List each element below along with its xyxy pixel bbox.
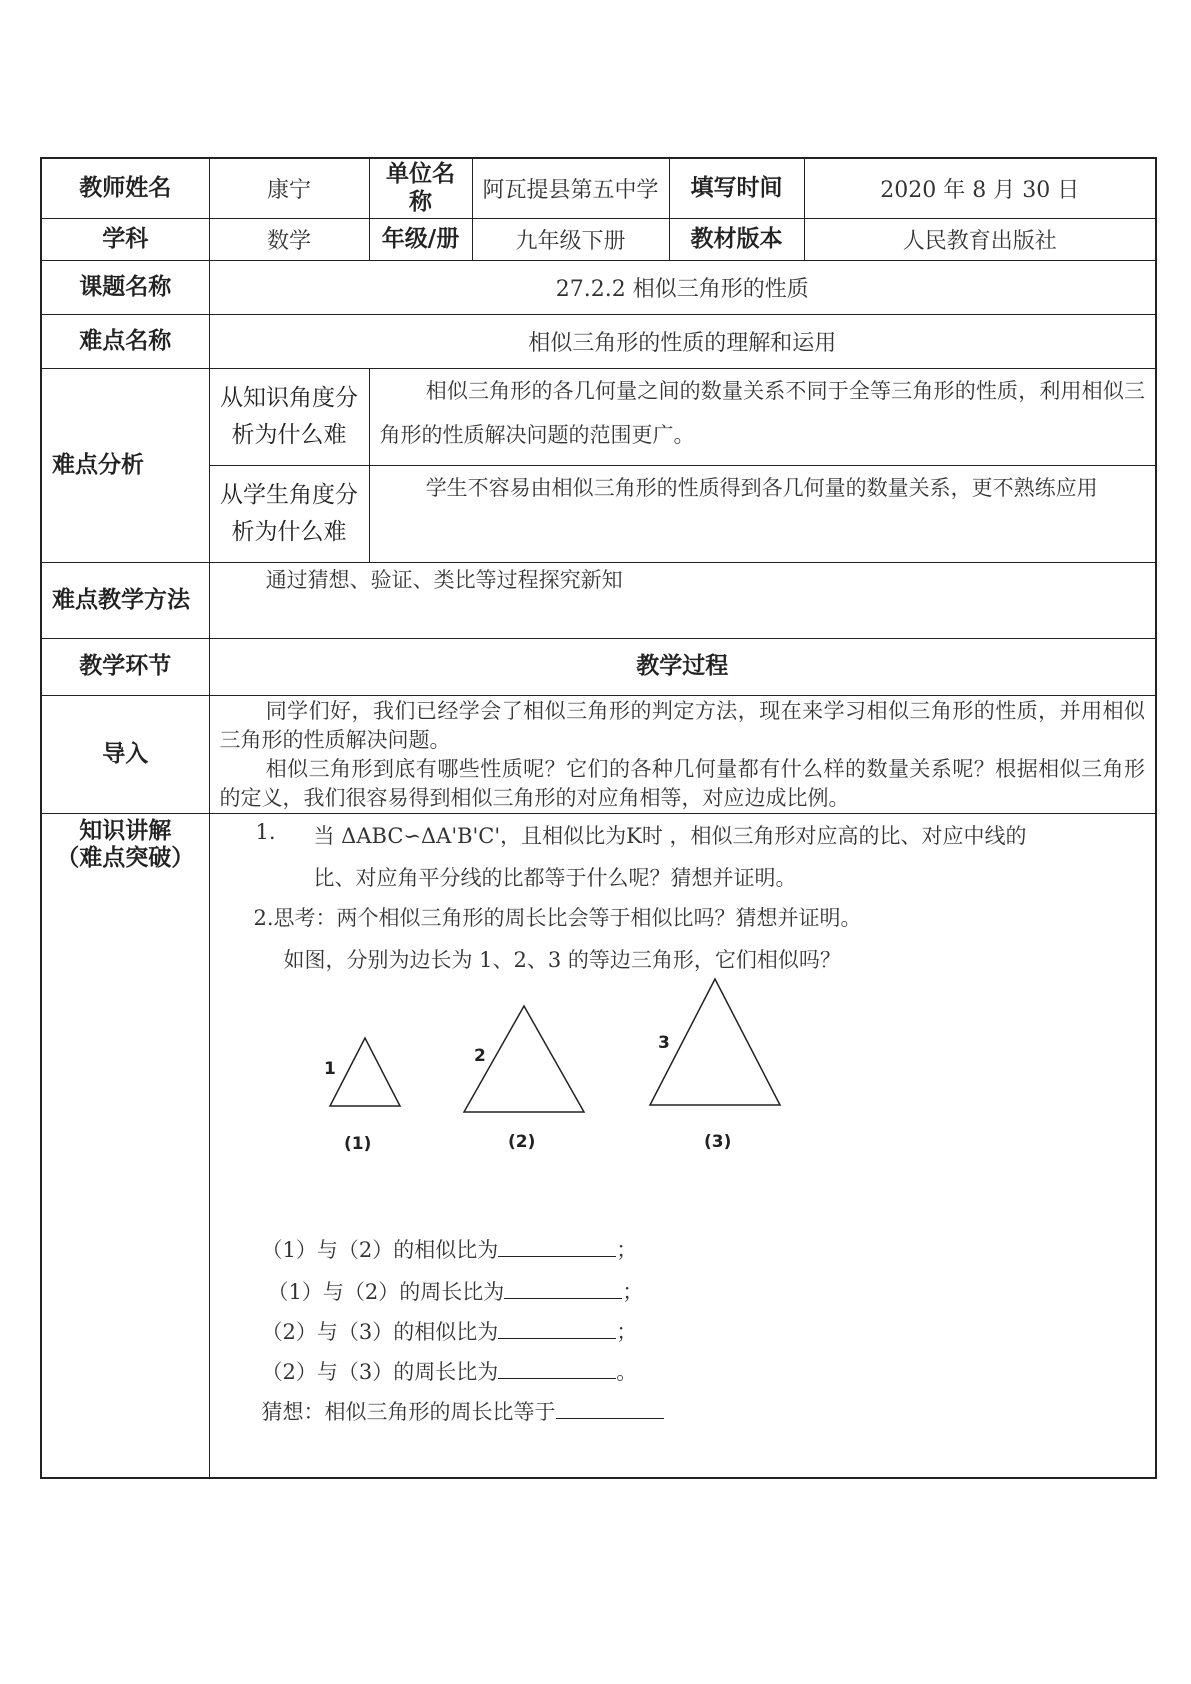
grade-label: 年级/册	[369, 218, 472, 260]
intro-paragraph-2: 相似三角形到底有哪些性质呢？它们的各种几何量都有什么样的数量关系呢？根据相似三角形的定义，我们很容易得到相似三角形的对应角相等，对应边成比例。	[219, 756, 1145, 810]
intro-label: 导入	[41, 695, 209, 813]
triangle-2-side-label: 2	[473, 1045, 486, 1066]
method-cell	[209, 562, 1156, 638]
triangle-3-side-label: 3	[657, 1032, 670, 1053]
knowledge-label-line1: 知识讲解	[79, 817, 172, 844]
student-angle-cell	[369, 465, 1156, 562]
fill-line-3-blank[interactable]	[498, 1316, 616, 1339]
analysis-label: 难点分析	[41, 368, 209, 562]
teacher-value: 康宁	[209, 158, 369, 218]
difficulty-label: 难点名称	[41, 314, 209, 368]
teacher-label: 教师姓名	[41, 158, 209, 218]
intro-paragraph-1: 同学们好，我们已经学会了相似三角形的判定方法，现在来学习相似三角形的性质，并用相似三角形的性质解决问题。	[219, 698, 1145, 752]
question-1-number: 1.	[255, 819, 276, 844]
triangle-1-side-label: 1	[323, 1058, 336, 1079]
fill-line-2-end: ；	[622, 1279, 644, 1304]
question-1-line-1: 当 ΔABC∽ΔA'B'C'，且相似比为K时 ，相似三角形对应高的比、对应中线的	[313, 823, 1027, 848]
fill-line-4	[262, 1356, 638, 1386]
fill-line-1-blank[interactable]	[498, 1234, 616, 1257]
fill-line-1	[262, 1234, 638, 1264]
textbook-value: 人民教育出版社	[804, 218, 1156, 260]
fill-line-3-text: （2）与（3）的相似比为	[261, 1319, 499, 1344]
fill-line-2-blank[interactable]	[504, 1276, 622, 1299]
example-text: 如图，分别为边长为 1、2、3 的等边三角形，它们相似吗？	[283, 947, 841, 972]
triangle-2-caption: (2)	[507, 1131, 535, 1152]
stage-label: 教学环节	[41, 638, 209, 695]
topic-label: 课题名称	[41, 260, 209, 314]
topic-value: 27.2.2 相似三角形的性质	[209, 260, 1156, 314]
method-label: 难点教学方法	[41, 562, 209, 638]
fill-line-4-blank[interactable]	[498, 1356, 616, 1379]
fill-line-4-end: 。	[616, 1359, 638, 1384]
fill-line-1-end: ；	[616, 1237, 638, 1262]
fill-line-2	[268, 1276, 644, 1306]
knowledge-label	[41, 813, 209, 1478]
guess-line	[262, 1396, 664, 1426]
knowledge-content	[210, 814, 1156, 1477]
student-angle-label: 从学生角度分析为什么难	[209, 465, 369, 562]
fill-line-1-text: （1）与（2）的相似比为	[261, 1237, 499, 1262]
process-label: 教学过程	[209, 638, 1156, 695]
fill-line-4-text: （2）与（3）的周长比为	[261, 1359, 499, 1384]
triangle-1	[330, 1038, 400, 1106]
lesson-plan-table	[40, 157, 1157, 1479]
unit-label-text: 单位名称	[386, 160, 455, 216]
knowledge-angle-text: 相似三角形的各几何量之间的数量关系不同于全等三角形的性质，利用相似三角形的性质解决问题的范围更广。	[379, 378, 1145, 447]
date-label: 填写时间	[669, 158, 804, 218]
knowledge-label-line2: （难点突破）	[56, 845, 195, 872]
grade-value: 九年级下册	[472, 218, 669, 260]
unit-label	[369, 158, 472, 218]
unit-value: 阿瓦提县第五中学	[472, 158, 669, 218]
fill-line-2-text: （1）与（2）的周长比为	[267, 1279, 505, 1304]
difficulty-value: 相似三角形的性质的理解和运用	[209, 314, 1156, 368]
subject-label: 学科	[41, 218, 209, 260]
subject-value: 数学	[209, 218, 369, 260]
intro-cell	[209, 695, 1156, 813]
knowledge-angle-cell	[369, 368, 1156, 465]
fill-line-3-end: ；	[616, 1319, 638, 1344]
question-1-line-2: 比、对应角平分线的比都等于什么呢？猜想并证明。	[313, 865, 797, 890]
knowledge-angle-label: 从知识角度分析为什么难	[209, 368, 369, 465]
student-angle-text: 学生不容易由相似三角形的性质得到各几何量的数量关系，更不熟练应用	[425, 475, 1098, 500]
triangle-1-caption: (1)	[343, 1133, 371, 1154]
question-2: 2.思考：两个相似三角形的周长比会等于相似比吗？猜想并证明。	[253, 905, 862, 930]
knowledge-cell	[209, 813, 1156, 1478]
triangle-3-caption: (3)	[703, 1131, 731, 1152]
textbook-label: 教材版本	[669, 218, 804, 260]
guess-blank[interactable]	[556, 1396, 664, 1419]
date-value: 2020 年 8 月 30 日	[804, 158, 1156, 218]
guess-text: 猜想：相似三角形的周长比等于	[261, 1399, 556, 1424]
equilateral-triangles-figure	[210, 974, 910, 1174]
fill-line-3	[262, 1316, 638, 1346]
method-value: 通过猜想、验证、类比等过程探究新知	[265, 567, 623, 592]
